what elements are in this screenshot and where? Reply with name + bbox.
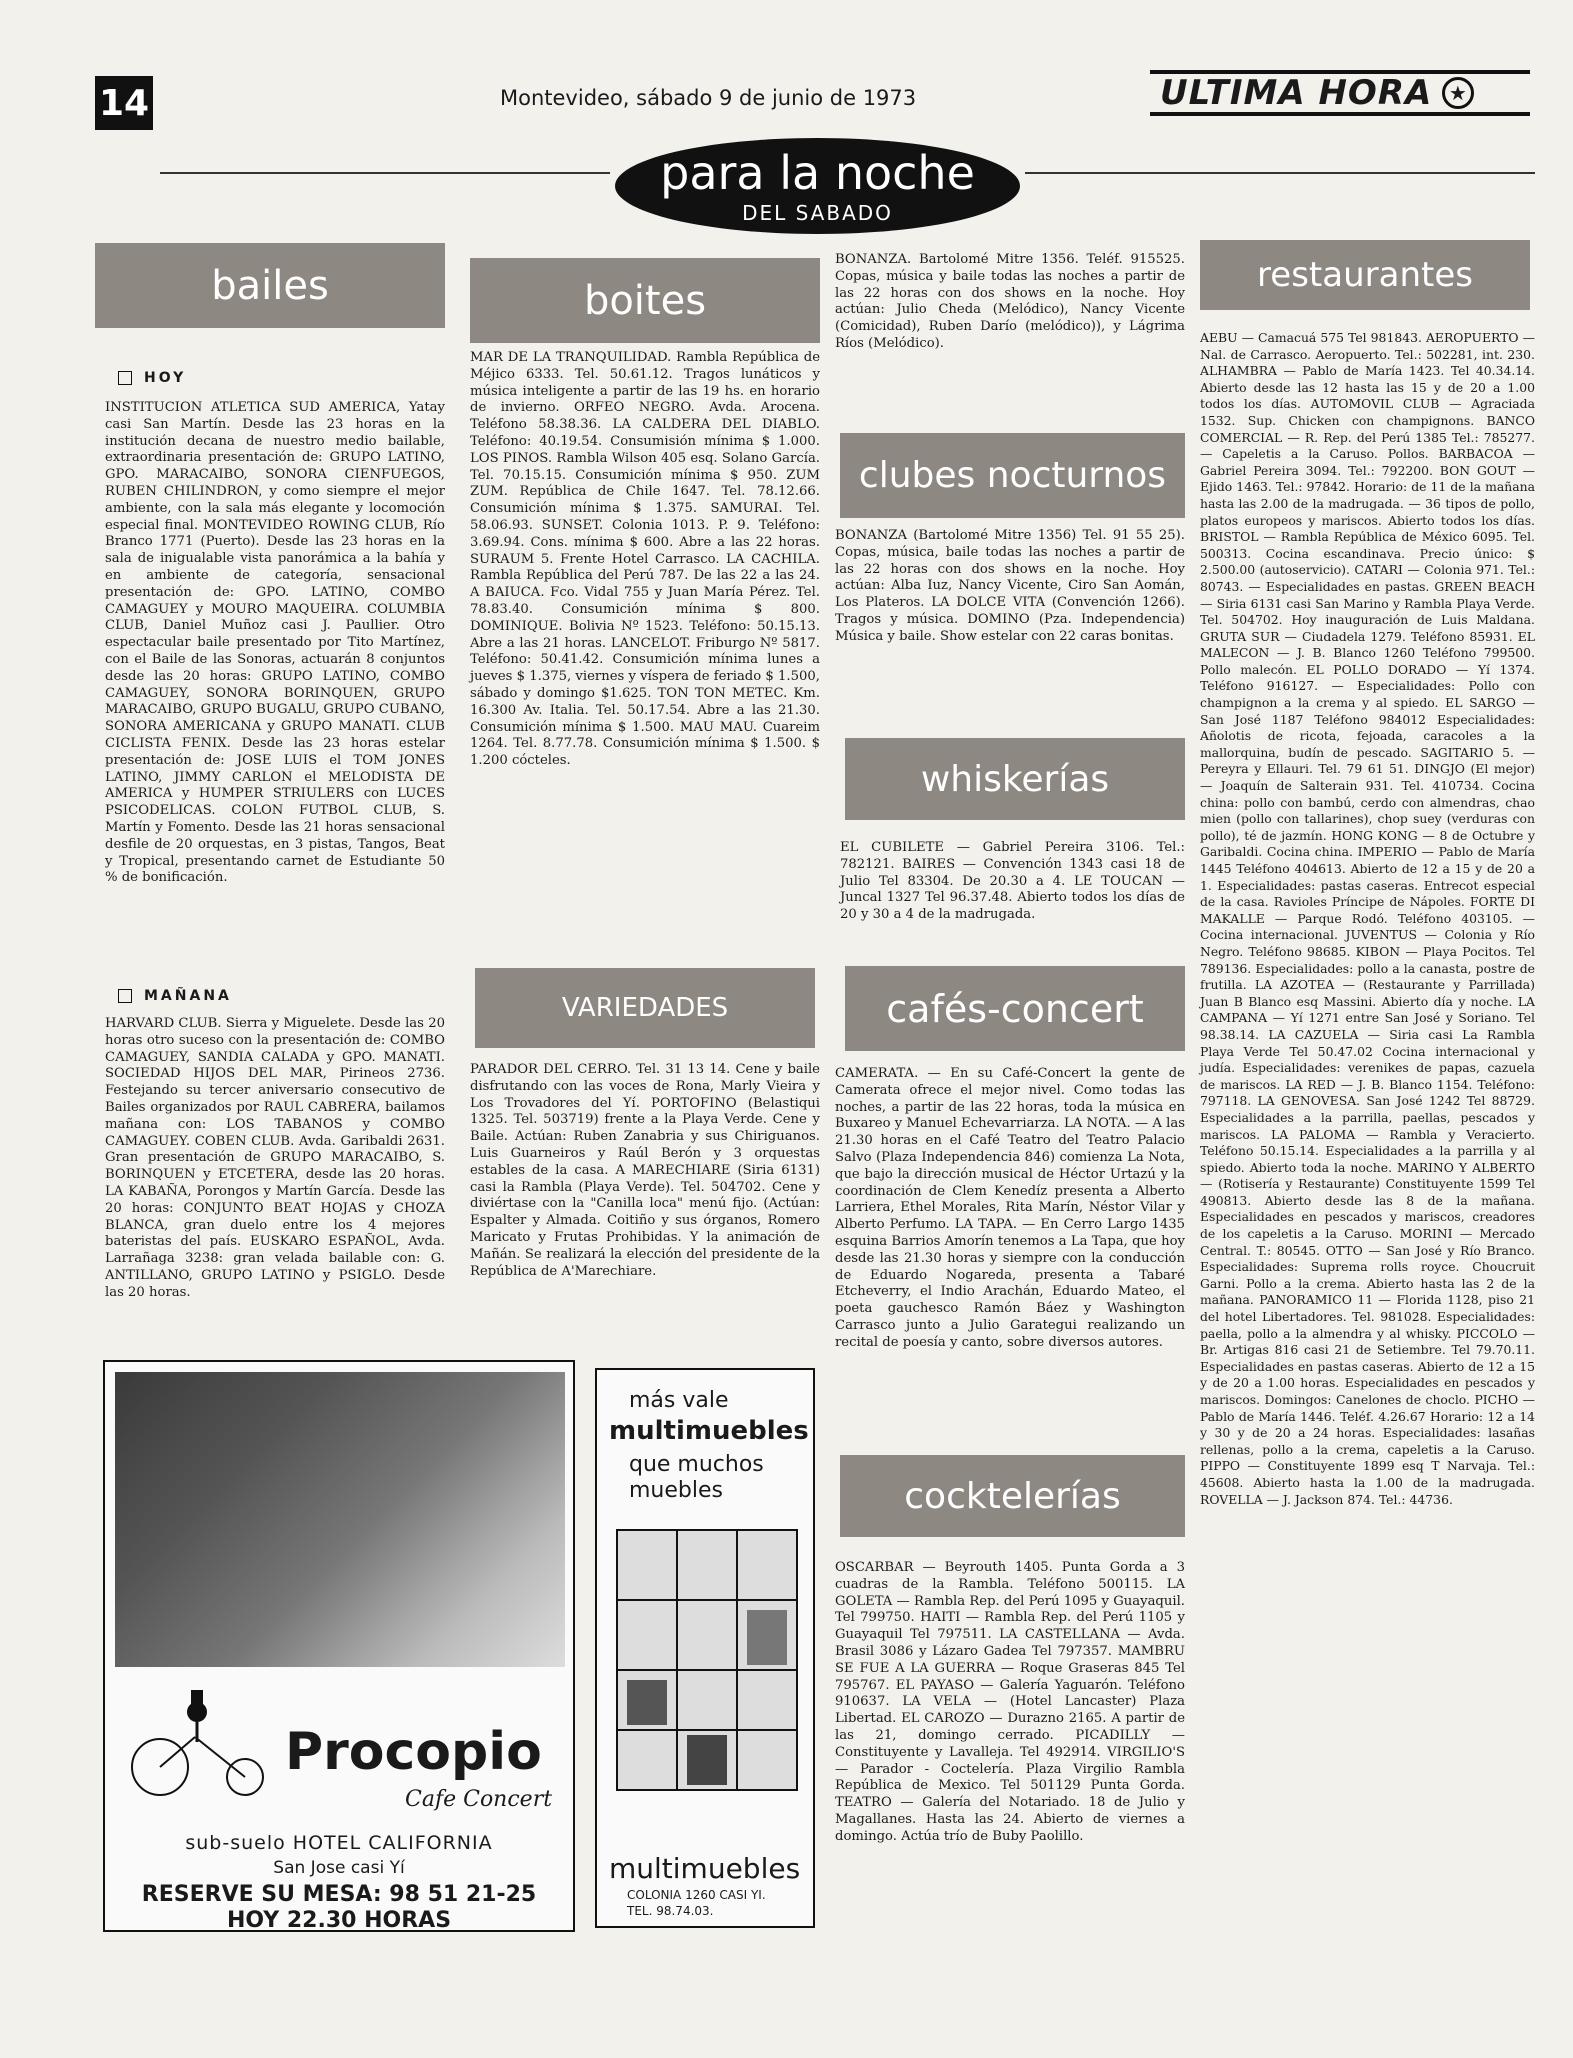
man-smoking-photo — [115, 1372, 565, 1667]
bookshelf-illustration — [607, 1520, 807, 1810]
bailes-hoy-text: INSTITUCION ATLETICA SUD AMERICA, Yatay casi San Martín. Desde las 23 horas en la institución decana de nuestro medio bailable, extraordinaria presentación de: GRUPO LATINO, GPO. MARACAIBO, SONORA CIENFUEGOS, RUBEN CHILINDRON, y como siempre el mejor ambiente, con la sala más elegante y locomoción especial final. MONTEVIDEO ROWING CLUB, Río Branco 1771 (Puerto). Desde las 23 horas en la sala de inigualable vista panorámica a la bahía y en ambiente de categoría, sensacional presentación de: GPO. LATINO, COMBO CAMAGUEY y MOURO MAQUEIRA. COLUMBIA CLUB, Daniel Muñoz casi J. Paullier. Otro espectacular baile presentado por Tito Martínez, con el Baile de las Sonoras, actuarán 8 conjuntos desde las 20 horas: GRUPO LATINO, COMBO CAMAGUEY, SONORA BORINQUEN, GRUPO MARACAIBO, GRUPO BUGALU, GRUPO CUBANO, SONORA AMERICANA y GRUPO MANATI. CLUB CICLISTA FENIX. Desde las 23 horas estelar presentación de: JOSE LUIS el TOM JONES LATINO, JIMMY CARLON el MELODISTA DE AMERICA y HUMPER STRIULERS con LUCES PSICODELICAS. COLON FUTBOL CLUB, S. Martín y Fomento. Desde las 21 horas sensacional desfile de 20 orquestas, en 3 pistas, Tangos, Beat y Tropical, presentando carnet de Estudiante 50 % de bonificación. — [105, 400, 445, 886]
procopio-cta: RESERVE SU MESA: 98 51 21-25 — [141, 1882, 537, 1907]
procopio-time: HOY 22.30 HORAS — [226, 1908, 452, 1933]
multimuebles-ad — [595, 1368, 815, 1928]
procopio-address: San Jose casi Yí — [273, 1858, 405, 1878]
procopio-ad — [103, 1360, 575, 1932]
boites-heading: boites — [470, 258, 820, 343]
boites-text: MAR DE LA TRANQUILIDAD. Rambla República de Méjico 6333. Tel. 50.61.12. Tragos lunáticos y música inteligente a partir de las 19 hs. en horario de invierno. ORFEO NEGRO. Avda. Arocena. Teléfono 58.38.36. LA CALDERA DEL DIABLO. Teléfono: 40.19.54. Consumisión mínima $ 1.000. LOS PINOS. Rambla Wilson 405 esq. Solano García. Tel. 70.15.15. Consumición mínima $ 950. ZUM ZUM. República de Chile 1647. Tel. 78.12.66. Consumición mínima $ 1.375. SAMURAI. Tel. 58.06.93. SUNSET. Colonia 1013. P. 9. Teléfono: 3.69.94. Cons. mínima $ 600. Abre a las 22 horas. SURAUM 5. Frente Hotel Carrasco. LA CACHILA. Rambla República del Perú 787. De las 22 a las 24. A BAIUCA. Fco. Vidal 755 y Juan María Pérez. Tel. 78.83.40. Consumición mínima $ 800. DOMINIQUE. Bolivia Nº 1523. Teléfono: 50.15.13. Abre a las 21 horas. LANCELOT. Friburgo Nº 5817. Teléfono: 50.41.42. Consumición mínima lunes a jueves $ 1.375, viernes y víspera de feriado $ 1.500, sábado y domingo $1.625. TON TON METEC. Km. 16.300 Av. Italia. Tel. 50.17.54. Abre a las 21.30. Consumición mínima $ 1.500. MAU MAU. Cuareim 1264. Tel. 8.77.78. Consumición mínima $ 1.500. $ 1.200 cócteles. — [470, 350, 820, 769]
masthead-logo — [1150, 70, 1530, 116]
procopio-brand: Procopio — [285, 1722, 542, 1782]
checkbox-icon — [118, 989, 132, 1003]
clubes-text: BONANZA (Bartolomé Mitre 1356) Tel. 91 55 25). Copas, música, baile todas las noches a partir de las 22 horas con dos shows en la noche. Hoy actúan: Alba Iuz, Nancy Vicente, Ciro San Aomán, Los Plateros. LA DOLCE VITA (Convención 1266). Tragos y música. DOMINO (Pza. Independencia) Música y baile. Show estelar con 22 caras bonitas. — [835, 528, 1185, 644]
clubes-heading: clubes nocturnos — [840, 433, 1185, 518]
manana-subhead — [118, 988, 232, 1004]
hoy-label: HOY — [144, 370, 187, 386]
multimuebles-phone: TEL. 98.74.03. — [627, 1904, 714, 1918]
variedades-text: PARADOR DEL CERRO. Tel. 31 13 14. Cene y baile disfrutando con las voces de Rona, Marly Vieira y Los Trovadores del Yí. PORTOFINO (Belastiqui 1325. Tel. 503719) frente a la Playa Verde. Cene y Baile. Actúan: Ruben Zanabria y sus Chiriguanos. Luis Guarneiros y Raúl Berón y 3 orquestas estables de la casa. A MARECHIARE (Siria 6131) casi la Rambla (Playa Verde). Tel. 504702. Cene y diviértase con la "Canilla loca" menú fijo. (Actúan: Espalter y Almada. Coitiño y sus órganos, Romero Maricato y Frutas Prohibidas. Y la animación de Mañán. Se realizará la elección del presidente de la República de A'Marechiare. — [470, 1062, 820, 1279]
whiskerias-text: EL CUBILETE — Gabriel Pereira 3106. Tel.: 782121. BAIRES — Convención 1343 casi 18 de Julio Tel 83304. De 20.30 a 4. LE TOUCAN — Juncal 1327 Tel 96.37.48. Abierto todos los días de 20 y 30 a 4 de la madrugada. — [840, 840, 1185, 923]
cocktelerias-text: OSCARBAR — Beyrouth 1405. Punta Gorda a 3 cuadras de la Rambla. Teléfono 500115. LA GOLETA — Rambla Rep. del Perú 1095 y Guayaquil. Tel 799750. HAITI — Rambla Rep. del Perú 1105 y Guayaquil Tel 797511. LA CASTELLANA — Avda. Brasil 3086 y Lázaro Gadea Tel 797357. MAMBRU SE FUE A LA GUERRA — Roque Graseras 845 Tel 795767. EL PAYASO — Galería Yaguarón. Teléfono 910637. LA VELA — (Hotel Lancaster) Plaza Libertad. EL CAROZO — Durazno 2165. A partir de las 21, domingo cerrado. PICADILLY — Constituyente y Lavalleja. Tel 492914. VIRGILIO'S — Parador - Coctelería. Plaza Virgilio Rambla República de Mexico. Tel 501129 Punta Gorda. TEATRO — Galería del Notariado. 18 de Julio y Magallanes. Hasta las 24. Abierto de viernes a domingo. Actúa trío de Buby Paolillo. — [835, 1560, 1185, 1844]
whiskerias-heading: whiskerías — [845, 738, 1185, 820]
bailes-heading: bailes — [95, 243, 445, 328]
page-number: 14 — [95, 76, 153, 130]
multimuebles-address: COLONIA 1260 CASI YI. — [627, 1888, 766, 1902]
procopio-tagline: Cafe Concert — [405, 1787, 553, 1812]
variedades-heading: VARIEDADES — [475, 968, 815, 1048]
star-icon: ★ — [1442, 77, 1474, 109]
header-rule-left — [160, 172, 610, 174]
checkbox-icon — [118, 371, 132, 385]
logo-text: ULTIMA HORA — [1160, 73, 1433, 113]
bailes-manana-text: HARVARD CLUB. Sierra y Miguelete. Desde las 20 horas otro suceso con la presentación de: COMBO CAMAGUEY, SANDIA CALADA y GPO. MANATI. SOCIEDAD HIJOS DEL MAR, Pirineos 2736. Festejando su tercer aniversario consecutivo de Bailes organizados por RAUL CABRERA, bailamos mañana con: LOS TABANOS y COMBO CAMAGUEY. COBEN CLUB. Avda. Garibaldi 2631. Gran presentación de GRUPO MARACAIBO, S. BORINQUEN y ETCETERA, desde las 20 horas. LA KABAÑA, Porongos y Martín García. Desde las 20 horas: CONJUNTO BEAT HOJAS y CHOZA BLANCA, gran duelo entre los 4 mejores bateristas del país. EUSKARO ESPAÑOL, Avda. Larrañaga 3238: gran velada bailable con: G. ANTILLANO, GRUPO LATINO y PSIGLO. Desde las 20 horas. — [105, 1016, 445, 1300]
cafes-heading: cafés-concert — [845, 966, 1185, 1051]
section-banner — [615, 138, 1020, 234]
cafes-text: CAMERATA. — En su Café-Concert la gente de Camerata ofrece el mejor nivel. Como todas las noches, a partir de las 22 horas, toda la música en Buxareo y Manuel Echevarriarza. LA NOTA. — A las 21.30 horas en el Café Teatro del Teatro Palacio Salvo (Plaza Independencia 846) comienza La Nota, que bajo la dirección musical de Héctor Urtazú y la coordinación de Clem Kenedíz presenta a Alberto Larriera, Ethel Morales, Rita Marín, Néstor Vilar y Alberto Perfumo. LA TAPA. — En Cerro Largo 1435 esquina Barrios Amorín tenemos a La Tapa, que hoy desde las 21.30 horas y siempre con la conducción de Eduardo Nogareda, presenta a Tabaré Etcheverry, el Indio Arachán, Eduardo Mateo, el poeta gauchesco Ramón Báez y Washington Carrasco junto a Julio Garategui realizando un recital de poesía y canto, sobre diversos autores. — [835, 1066, 1185, 1350]
multimuebles-line3: que muchos — [629, 1452, 764, 1477]
multimuebles-brand: multimuebles — [609, 1852, 801, 1885]
restaurantes-text: AEBU — Camacuá 575 Tel 981843. AEROPUERTO — Nal. de Carrasco. Aeropuerto. Tel.: 502281, int. 230. ALHAMBRA — Pablo de María 1423. Tel 40.34.14. Abierto desde las 12 hasta las 15 y de 20 a 1.00 todos los días. AUTOMOVIL CLUB — Agraciada 1532. Sup. Chicken con champignons. BANCO COMERCIAL — R. Rep. del Perú 1385 Tel.: 785277. — Capeletis a la Caruso. Pollos. BARBACOA — Gabriel Pereira 3094. Tel.: 792200. BON GOUT — Ejido 1463. Tel.: 97842. Horario: de 11 de la mañana hasta las 2.00 de la madrugada. — 36 tipos de pollo, platos europeos y mariscos. Abierto todos los días. BRISTOL — Rambla República de México 6095. Tel. 500313. Cocina escandinava. Precio único: $ 2.500.00 (autoservicio). CATARI — Colonia 971. Tel.: 80743. — Especialidades en pastas. GREEN BEACH — Siria 6131 casi San Marino y Rambla Playa Verde. Tel. 504702. Hoy inauguración de Luis Maldana. GRUTA SUR — Ciudadela 1279. Teléfono 85931. EL MALECON — J. B. Blanco 1260 Teléfono 799500. Pollo malecón. EL POLLO DORADO — Yí 1374. Teléfono 916127. — Especialidades: Pollo con champignon a la crema y al spiedo. EL SARGO — San José 1187 Teléfono 984012 Especialidades: Añolotis de ricota, fejoada, caracoles a la mallorquina, budín de pescado. SAGITARIO 5. — Pereyra y Ellauri. Tel. 79 61 51. DINGJO (El mejor) — Joaquín de Salterain 931. Tel. 410734. Cocina china: pollo con bambú, cerdo con almendras, chao mien (pollo con tallarines), chop suey (verduras con pollo), té de jazmín. HONG KONG — 8 de Octubre y Garibaldi. Cocina china. IMPERIO — Pablo de María 1445 Teléfono 404613. Abierto de 12 a 15 y de 20 a 1. Especialidades: pastas caseras. Entrecot especial de la casa. Ravioles Príncipe de Nápoles. FORTE DI MAKALLE — Parque Rodó. Teléfono 403105. — Cocina internacional. JUVENTUS — Colonia y Río Negro. Teléfono 98685. KIBON — Playa Pocitos. Tel 789136. Especialidades: pollo a la canasta, postre de frutilla. LA AZOTEA — (Restaurante y Parrillada) Juan B Blanco esq Massini. Abierto día y noche. LA CAMPANA — Yí 1271 entre San José y Soriano. Tel 98.38.14. LA CAZUELA — Siria casi La Rambla Playa Verde Tel 50.47.02 Cocina internacional y judía. Especialidades: verenikes de papas, cazuela de mariscos. LA RED — J. B. Blanco 1154. Teléfono: 797118. LA GENOVESA. San José 1242 Tel 88729. Especialidades a la parrilla, paellas, pescados y mariscos. LA PALOMA — Rambla y Veracierto. Teléfono 50.15.14. Especialidades a la parrilla y al spiedo. Abierto toda la noche. MARINO Y ALBERTO — (Rotisería y Restaurante) Constituyente 1599 Tel 490813. Abierto desde las 8 de la mañana. Especialidades en pescados y mariscos, creadores de los capeletis a la Caruso. MORINI — Mercado Central. T.: 80545. OTTO — San José y Río Branco. Especialidades: Suprema rolls royce. Choucruit Garni. Pollo a la crema. Abierto hasta las 2 de la mañana. PANORAMICO 11 — Florida 1128, piso 21 del hotel Libertadores. Tel. 981028. Especialidades: paella, pollo a la almendra y al whisky. PICCOLO — Br. Artigas 816 casi 21 de Setiembre. Tel 79.70.11. Especialidades en pastas caseras. Abierto de 12 a 15 y de 20 a 1.00 horas. Especialidades en pescados y mariscos. Domingos: Canelones de choclo. PICHO — Pablo de María 1446. Teléf. 4.26.67 Horario: 12 a 14 y 30 y de 20 a 24 horas. Especialidades: lasañas rellenas, pollo a la crema, capeletis a la Caruso. PIPPO — Constituyente 1899 esq T Narvaja. Tel.: 45608. Abierto hasta la 1.00 de la madrugada. ROVELLA — J. Jackson 874. Tel.: 44736. — [1200, 330, 1535, 1507]
procopio-location: sub-suelo HOTEL CALIFORNIA — [185, 1832, 493, 1854]
cocktelerias-heading: cocktelerías — [840, 1455, 1185, 1537]
banner-title: para la noche — [660, 146, 975, 200]
bonanza-text: BONANZA. Bartolomé Mitre 1356. Teléf. 915525. Copas, música y baile todas las noches a partir de las 22 horas con dos shows en la noche. Hoy actúan: Julio Cheda (Melódico), Nancy Vicente (Comicidad), Ruben Darío (melódico)), y Lágrima Ríos (Melódico). — [835, 252, 1185, 351]
manana-label: MAÑANA — [144, 988, 232, 1004]
multimuebles-line4: muebles — [629, 1478, 723, 1503]
bicycle-icon — [125, 1682, 275, 1802]
header-rule-right — [1025, 172, 1535, 174]
multimuebles-line2: multimuebles — [609, 1416, 809, 1446]
dateline: Montevideo, sábado 9 de junio de 1973 — [500, 86, 917, 110]
multimuebles-line1: más vale — [629, 1388, 729, 1413]
banner-subtitle: DEL SABADO — [742, 201, 893, 225]
restaurantes-heading: restaurantes — [1200, 240, 1530, 310]
hoy-subhead — [118, 370, 186, 386]
